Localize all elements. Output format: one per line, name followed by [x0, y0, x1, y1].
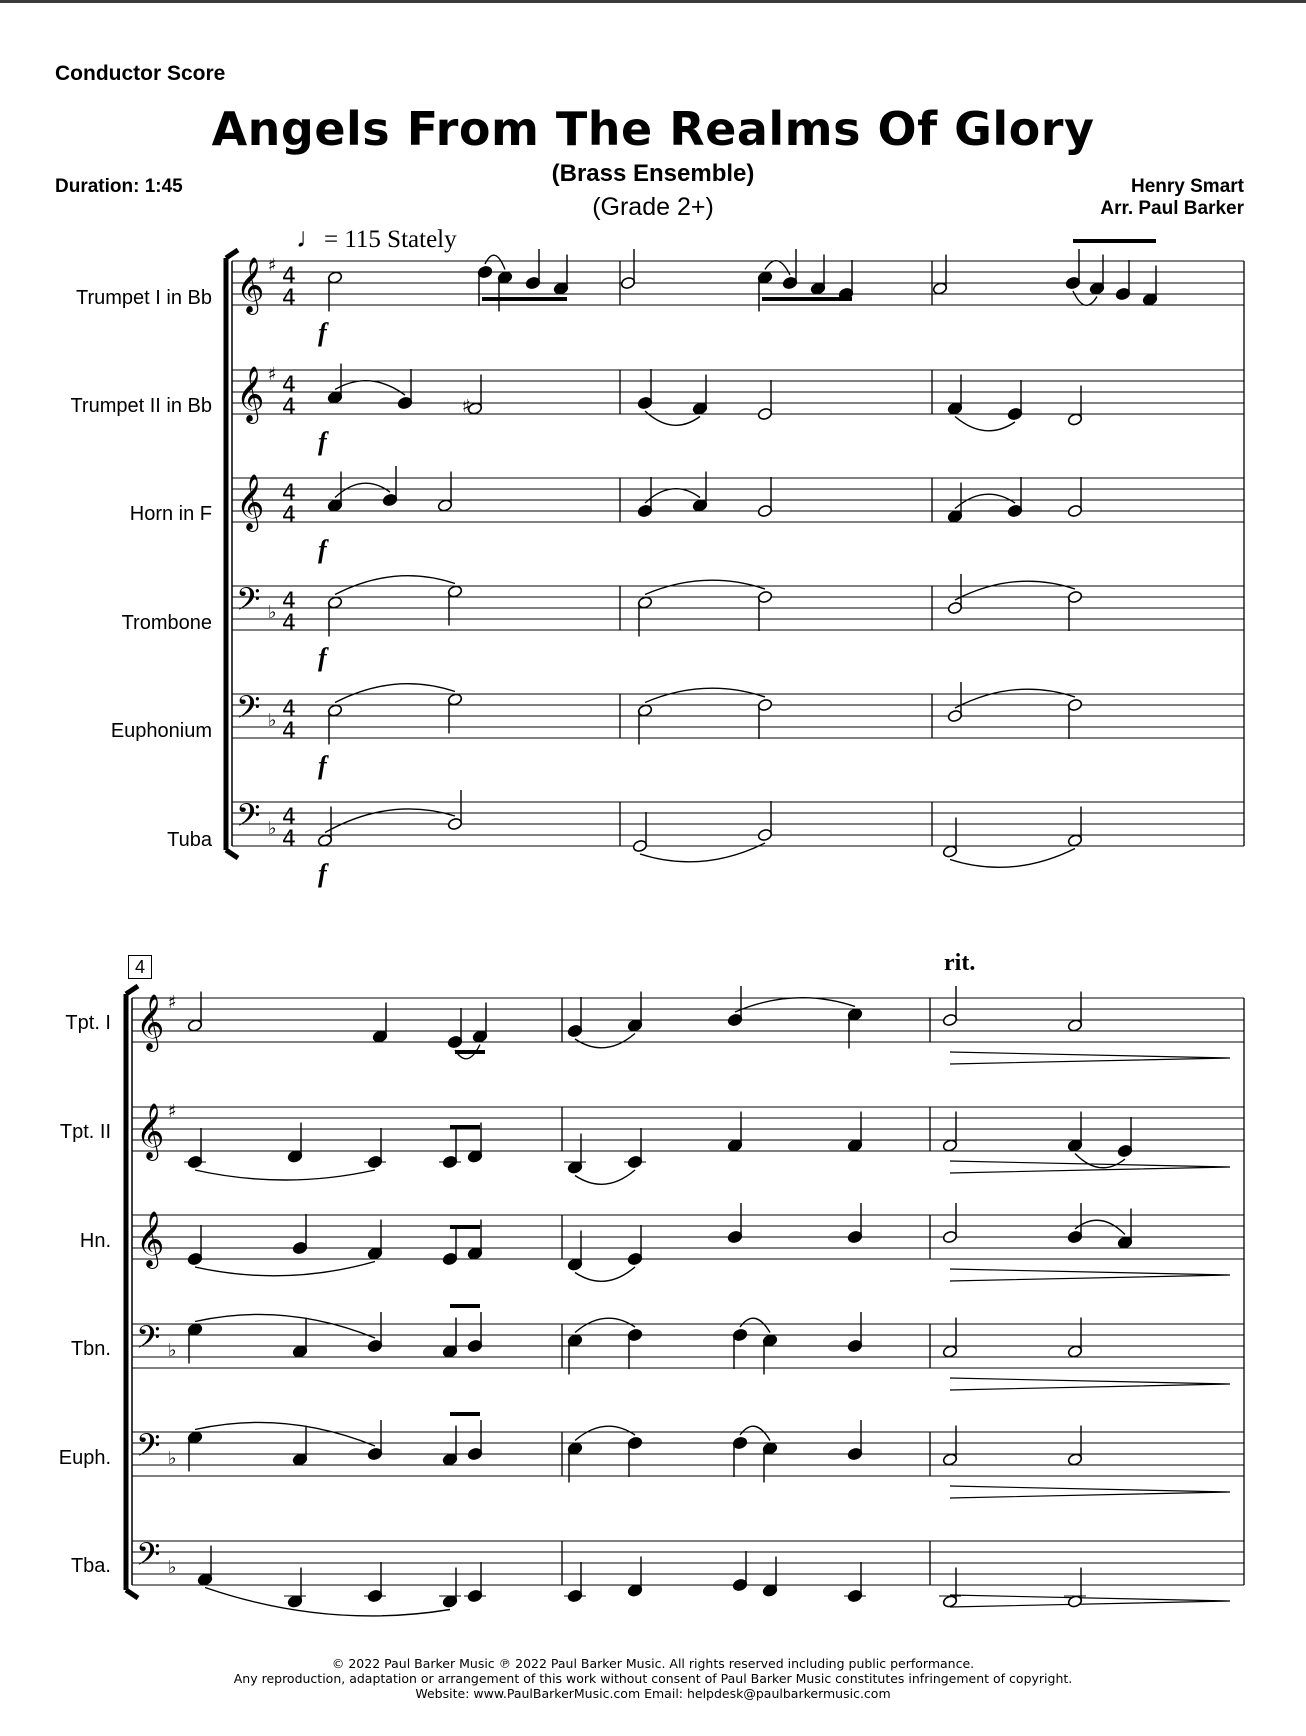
key-signature: ♭ — [168, 1557, 177, 1578]
instrument-name-tbn: Tbn. — [70, 1338, 111, 1360]
sharp-accidental: ♯ — [462, 396, 471, 417]
time-signature-numerator: 4 — [282, 264, 296, 289]
dynamic-forte: f — [318, 859, 327, 888]
key-signature: ♯ — [168, 992, 177, 1013]
time-signature-numerator: 4 — [282, 589, 296, 614]
slur — [645, 688, 765, 702]
key-signature: ♭ — [168, 1340, 177, 1361]
time-signature-denominator: 4 — [282, 827, 296, 852]
instrument-name-euph: Euph. — [58, 1447, 111, 1469]
slur — [575, 1426, 635, 1440]
instrument-name-horn: Horn in F — [129, 503, 212, 525]
slur — [195, 1262, 375, 1276]
footer-line-1: © 2022 Paul Barker Music ℗ 2022 Paul Barker Music. All rights reserved including public performance. — [331, 1656, 975, 1671]
treble-clef-icon: 𝄞 — [136, 1103, 165, 1159]
key-signature: ♭ — [268, 602, 277, 623]
tempo-text: = 115 Stately — [324, 226, 457, 253]
beam — [1073, 239, 1156, 243]
staff-system1-1 — [232, 364, 1244, 456]
instrument-name-tpt-2: Tpt. II — [59, 1121, 111, 1143]
beam — [450, 1225, 480, 1229]
subtitle: (Brass Ensemble) — [551, 160, 755, 187]
treble-clef-icon: 𝄞 — [236, 366, 265, 422]
time-signature-numerator: 4 — [282, 481, 296, 506]
bass-clef-icon: 𝄢 — [236, 689, 261, 733]
instrument-name-trombone: Trombone — [121, 612, 212, 634]
time-signature-denominator: 4 — [282, 611, 296, 636]
slur — [195, 1170, 375, 1180]
beam — [482, 297, 567, 301]
dynamic-forte: f — [318, 643, 327, 672]
ritardando-marking: rit. — [944, 950, 976, 976]
slur — [575, 1267, 635, 1281]
slur — [335, 576, 455, 595]
system-1 — [226, 239, 1244, 888]
staff-system2-1 — [132, 1101, 1244, 1173]
slur — [335, 684, 455, 703]
decrescendo-hairpin — [950, 1269, 1230, 1281]
time-signature-numerator: 4 — [282, 697, 296, 722]
dynamic-forte: f — [318, 751, 327, 780]
slur — [205, 1588, 450, 1616]
grade-label: (Grade 2+) — [592, 193, 714, 221]
staff-system1-0 — [232, 255, 1244, 347]
bass-clef-icon: 𝄢 — [236, 797, 261, 841]
key-signature: ♯ — [168, 1101, 177, 1122]
slur — [1075, 1154, 1125, 1168]
beam — [455, 1050, 485, 1054]
slur — [735, 998, 855, 1012]
quarter-note-icon: ♩ — [296, 223, 324, 254]
beam — [450, 1125, 480, 1129]
slur — [335, 381, 405, 395]
slur — [645, 411, 700, 425]
footer-line-2: Any reproduction, adaptation or arrangement of this work without consent of Paul Barker Music constitutes infringement of copyright. — [233, 1671, 1073, 1686]
page-title: Angels From The Realms Of Glory — [211, 102, 1095, 156]
key-signature: ♭ — [268, 818, 277, 839]
beam — [450, 1304, 480, 1308]
system-2 — [126, 986, 1244, 1616]
instrument-name-tba: Tba. — [70, 1555, 111, 1577]
dynamic-forte: f — [318, 427, 327, 456]
instrument-name-hn: Hn. — [79, 1230, 111, 1252]
decrescendo-hairpin — [950, 1052, 1230, 1064]
slur — [645, 580, 765, 594]
dynamic-forte: f — [318, 318, 327, 347]
decrescendo-hairpin — [950, 1486, 1230, 1498]
slur — [645, 489, 700, 503]
instrument-name-tpt-1: Tpt. I — [65, 1012, 111, 1034]
treble-clef-icon: 𝄞 — [236, 257, 265, 313]
arranger-label: Arr. Paul Barker — [1100, 198, 1244, 219]
footer-line-3: Website: www.PaulBarkerMusic.com Email: helpdesk@paulbarkermusic.com — [415, 1686, 891, 1701]
beam — [762, 297, 852, 301]
decrescendo-hairpin — [950, 1378, 1230, 1390]
staff-system1-3 — [232, 581, 1244, 672]
beam — [450, 1412, 480, 1416]
rehearsal-mark: 4 — [128, 955, 152, 979]
time-signature-denominator: 4 — [282, 503, 296, 528]
time-signature-denominator: 4 — [282, 719, 296, 744]
bass-clef-icon: 𝄢 — [136, 1536, 161, 1580]
time-signature-denominator: 4 — [282, 395, 296, 420]
dynamic-forte: f — [318, 535, 327, 564]
decrescendo-hairpin — [950, 1595, 1230, 1607]
treble-clef-icon: 𝄞 — [236, 474, 265, 530]
time-signature-numerator: 4 — [282, 805, 296, 830]
staff-system1-4 — [232, 689, 1244, 780]
instrument-name-tuba: Tuba — [167, 829, 212, 851]
time-signature-numerator: 4 — [282, 373, 296, 398]
slur — [575, 1034, 635, 1048]
key-signature: ♭ — [268, 710, 277, 731]
instrument-name-euphonium: Euphonium — [110, 720, 212, 742]
decrescendo-hairpin — [950, 1161, 1230, 1173]
bass-clef-icon: 𝄢 — [136, 1319, 161, 1363]
bass-clef-icon: 𝄢 — [136, 1427, 161, 1471]
time-signature-denominator: 4 — [282, 286, 296, 311]
slur — [955, 417, 1015, 431]
slur — [1075, 1220, 1125, 1234]
slur — [575, 1318, 635, 1332]
slur — [575, 1170, 635, 1184]
treble-clef-icon: 𝄞 — [136, 994, 165, 1050]
duration-label: Duration: 1:45 — [55, 176, 183, 197]
score-label: Conductor Score — [55, 62, 226, 85]
slur — [335, 483, 390, 497]
instrument-name-trumpet-2: Trumpet II in Bb — [70, 395, 212, 417]
key-signature: ♯ — [268, 364, 277, 385]
key-signature: ♯ — [268, 255, 277, 276]
slur — [950, 849, 1075, 868]
composer-label: Henry Smart — [1131, 176, 1244, 197]
copyright-footer — [0, 1656, 1306, 1701]
instrument-name-trumpet-1: Trumpet I in Bb — [76, 287, 212, 309]
slur — [955, 494, 1015, 508]
key-signature: ♭ — [168, 1448, 177, 1469]
bass-clef-icon: 𝄢 — [236, 581, 261, 625]
treble-clef-icon: 𝄞 — [136, 1211, 165, 1267]
